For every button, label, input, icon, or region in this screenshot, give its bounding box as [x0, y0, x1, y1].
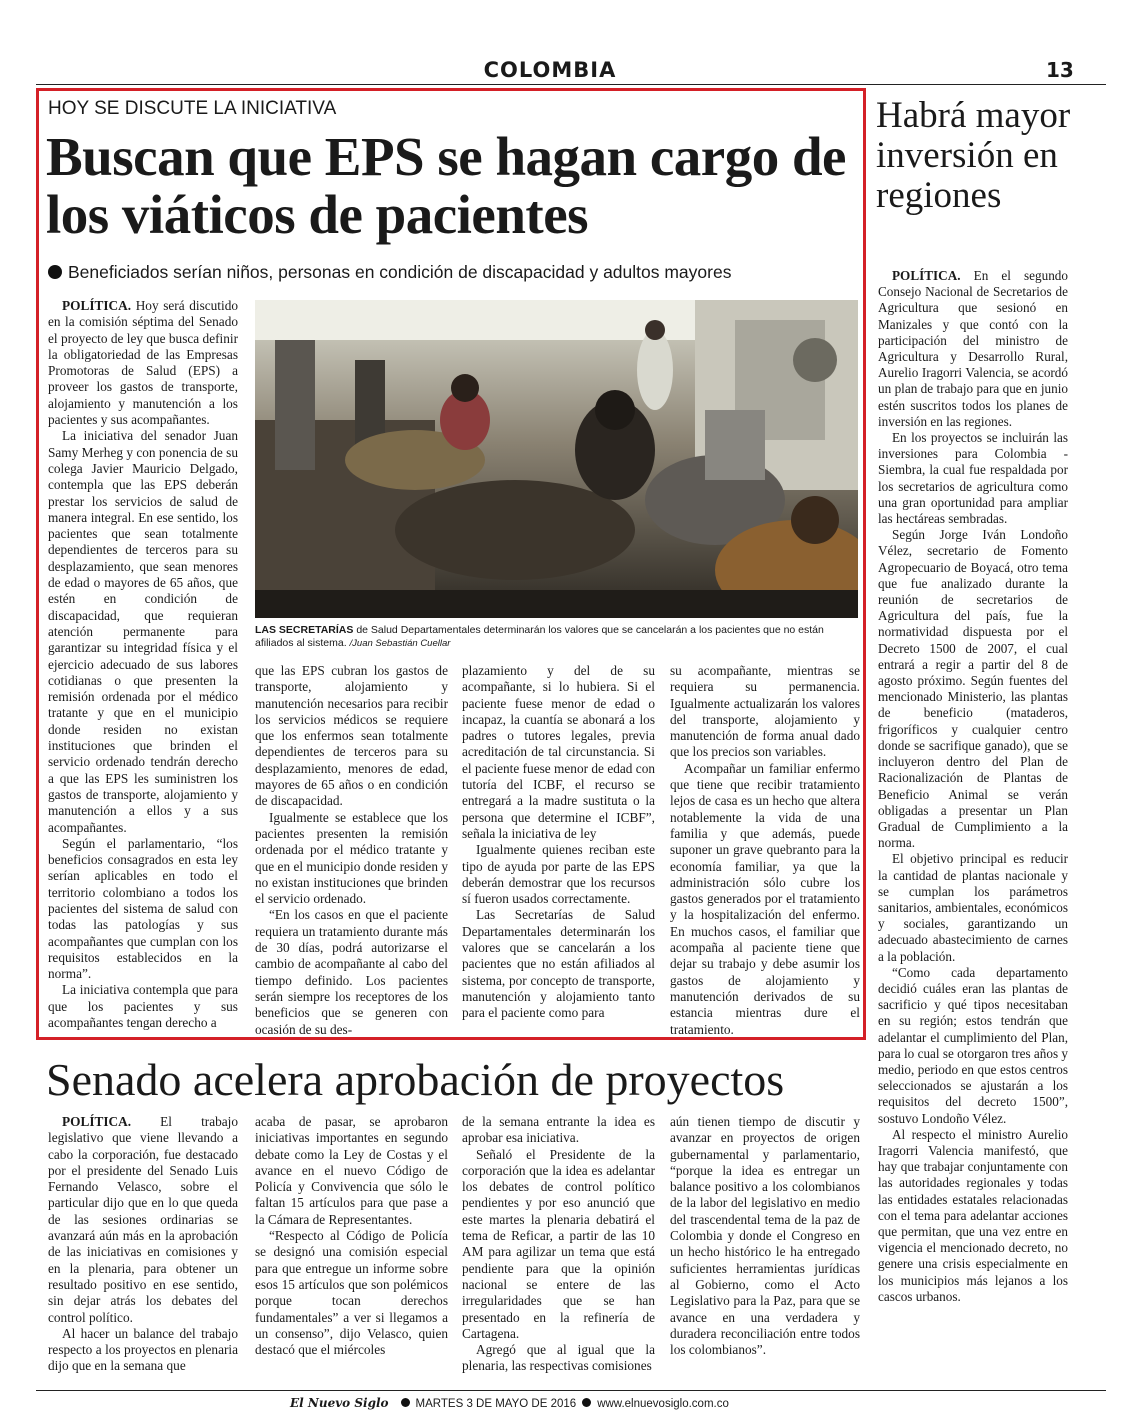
paragraph: “En los casos en que el paciente requiera un tratamiento durante más de 30 días, podrá autorizarse el cambio de acompañante al cabo del tiempo definido. Los pacientes serán siempre los receptores de los beneficios que se generen con ocasión de su des-: [255, 907, 448, 1037]
senado-column-1: [48, 1114, 238, 1375]
paragraph: Según el parlamentario, “los beneficios consagrados en esta ley serían aplicables en todo el territorio colombiano a todos los pacientes del sistema de salud con todas las patologías y sus acompañantes que cumplan con los requisitos establecidos en la norma”.: [48, 835, 238, 982]
caption-text: de Salud Departamentales determinarán los valores que se cancelarán a los pacientes que no están afiliados al sistema.: [255, 624, 824, 649]
paragraph: Las Secretarías de Salud Departamentales determinarán los valores que se cancelarán a los pacientes que no están afiliados al sistema, por concepto de transporte, manutención y alojamiento tanto para el paciente como para: [462, 907, 655, 1021]
paragraph: En el segundo Consejo Nacional de Secretarios de Agricultura que sesionó en Manizales y que contó con la participación del ministro de Agricultura y Desarrollo Rural, Aurelio Iragorri Valencia, se acordó un plan de trabajo para que en junio estén suscritos todos los planes de inversión en las regiones.: [878, 268, 1068, 429]
section-name: COLOMBIA: [483, 58, 617, 82]
paragraph: acaba de pasar, se aprobaron iniciativas importantes en segundo debate como la Ley de Costas y el avance en el nuevo Código de Policía y Convivencia que sólo le faltan 15 artículos para que pase a la Cámara de Representantes.: [255, 1114, 448, 1227]
subhead-text: Beneficiados serían niños, personas en condición de discapacidad y adultos mayores: [68, 262, 732, 282]
footer-rule: [36, 1390, 1106, 1391]
page-footer: [290, 1396, 850, 1410]
paragraph: “Respecto al Código de Policía se designó una comisión especial para que entregue un informe sobre esos 15 artículos que son polémicos porque tocan derechos fundamentales” a ver si llegamos a un consenso”, dijo Velasco, quien destacó que el miércoles: [255, 1228, 448, 1358]
senado-headline: Senado acelera aprobación de proyectos: [46, 1054, 785, 1105]
bullet-icon: [401, 1398, 410, 1407]
paragraph: que las EPS cubran los gastos de transporte, alojamiento y manutención necesarios para recibir los servicios médicos se requiere que los enfermos sean totalmente dependientes de terceros para su desplazamiento, menores de edad, mayores de 65 años o en condición de discapacidad.: [255, 663, 448, 809]
article-column-3: [462, 663, 655, 1022]
senado-column-2: [255, 1114, 448, 1358]
article-column-4: [670, 663, 860, 1038]
paragraph: En los proyectos se incluirán las inversiones para Colombia - Siembra, la cual fue respaldada por los secretarios de agricultura como una gran oportunidad para ampliar las hectáreas sembradas.: [878, 430, 1068, 527]
paragraph: El objetivo principal es reducir la cantidad de plantas nacionale y se cumplan los parámetros sanitarios, ambientales, económicos y sociales, garantizando un adecuado abastecimiento de carnes a la población.: [878, 851, 1068, 964]
paragraph: Igualmente se establece que los pacientes presenten la remisión ordenada por el médico tratante y que en el municipio donde residen y no existan instituciones que brinden el servicio ordenado.: [255, 809, 448, 907]
paragraph: de la semana entrante la idea es aprobar esa iniciativa.: [462, 1114, 655, 1146]
paragraph: su acompañante, mientras se requiera su permanencia. Igualmente actualizarán los valores del transporte, alojamiento y manutención de forma anual dado que los precios son variables.: [670, 663, 860, 760]
dateline-tag: POLÍTICA.: [62, 298, 132, 313]
page-number: 13: [1046, 58, 1074, 82]
paragraph: Hoy será discutido en la comisión séptima del Senado el proyecto de ley que busca definir la obligatoriedad de las Empresas Promotoras de Salud (EPS) a proveer los gastos de transporte, alojamiento y manutención a los pacientes y sus acompañantes.: [48, 298, 238, 428]
dateline-tag: POLÍTICA.: [62, 1114, 132, 1129]
article-column-2: [255, 663, 448, 1038]
hospital-photo: [255, 300, 858, 618]
paragraph: aún tienen tiempo de discutir y avanzar en proyectos de origen gubernamental y parlamentario, “porque la idea es entregar un balance positivo a los colombianos de la labor del legislativo en medio del trascendental tema de la paz de Colombia y donde el Congreso en un hecho histórico le ha entregado suficientes herramientas jurídicas al Gobierno, como el Acto Legislativo para la Paz, para que se avance en una verdadera y duradera reconciliación entre todos los colombianos”.: [670, 1114, 860, 1358]
hospital-photo-image: [255, 300, 858, 618]
paragraph: Igualmente quienes reciban este tipo de ayuda por parte de las EPS deberán demostrar que los recursos sí fueron usados correctamente.: [462, 842, 655, 907]
side-article-body: [878, 268, 1068, 1305]
caption-lead: LAS SECRETARÍAS: [255, 624, 354, 636]
paragraph: El trabajo legislativo que viene llevando a cabo la corporación, fue destacado por el presidente del Senado Luis Fernando Velasco, sobre el particular dijo que en lo que queda de las sesiones ordinarias se avanzará aún más en la aprobación de las iniciativas en comisiones y en la plenaria, para obtener un resultado positivo en ese sentido, sin dejar atrás los debates del control político.: [48, 1114, 238, 1325]
paragraph: “Como cada departamento decidió cuáles eran las plantas de sacrificio y qué tipos necesitaban en su región; estos tendrán que adelantar el cumplimiento del Plan, para lo cual se otorgaron tres años y medio, periodo en que estos centros seleccionados se ajustarán a los requisitos del decreto 1500”, sostuvo Londoño Vélez.: [878, 964, 1068, 1126]
bullet-icon: [582, 1398, 591, 1407]
paragraph: plazamiento y del de su acompañante, si lo hubiera. Si el paciente fuese menor de edad o incapaz, la cuantía se abonará a los padres o tutores legales, previa acreditación de tal circunstancia. Si el paciente fuese menor de edad con tutoría del ICBF, el recurso se entregará a la madre sustituta o la persona que determine el ICBF”, señala la iniciativa de ley: [462, 663, 655, 841]
footer-url[interactable]: www.elnuevosiglo.com.co: [597, 1398, 729, 1410]
paragraph: Acompañar un familiar enfermo que tiene que recibir tratamiento lejos de casa es un hecho que altera notablemente la vida de una familia y que además, puede suponer un grave quebranto para la economía familiar, ya que la administración sólo cubre los gastos generados por el tratamiento y la hospitalización del enfermo. En muchos casos, el familiar que acompaña al paciente tiene que dejar su trabajo y debe asumir los gastos de alojamiento y manutención derivados de su estancia mientras dure el tratamiento.: [670, 760, 860, 1037]
bullet-icon: [48, 265, 62, 279]
photo-credit: /Juan Sebastián Cuellar: [349, 638, 451, 649]
photo-caption: [255, 624, 858, 650]
article-kicker: HOY SE DISCUTE LA INICIATIVA: [48, 98, 337, 119]
senado-column-3: [462, 1114, 655, 1375]
paragraph: Agregó que al igual que la plenaria, las respectivas comisiones: [462, 1342, 655, 1374]
header-rule: [36, 84, 1106, 85]
side-article-headline: Habrá mayor inversión en regiones: [876, 95, 1071, 216]
paragraph: Al respecto el ministro Aurelio Iragorri Valencia manifestó, que hay que trabajar conjuntamente con las autoridades regionales y todas las entidades estatales relacionadas con el tema para adelantar acciones que permitan, que una vez entre en vigencia el mencionado decreto, no genere una crisis especialmente en los municipios más lejanos a los cascos urbanos.: [878, 1126, 1068, 1304]
dateline-tag: POLÍTICA.: [892, 268, 961, 283]
article-headline: Buscan que EPS se hagan cargo de los viáticos de pacientes: [46, 126, 846, 245]
senado-column-4: [670, 1114, 860, 1358]
footer-date: MARTES 3 DE MAYO DE 2016: [415, 1398, 577, 1410]
paragraph: La iniciativa contempla que para que los pacientes y sus acompañantes tengan derecho a: [48, 982, 238, 1031]
paragraph: Señaló el Presidente de la corporación que la idea es adelantar los debates de control político pendientes y por eso anunció que este martes la plenaria debatirá el tema de Reficar, a partir de las 10 AM para agilizar un tema que está pendiente para que la opinión nacional se entere de las irregularidades que se han presentado en la refinería de Cartagena.: [462, 1146, 655, 1341]
article-subhead: [48, 262, 858, 283]
newspaper-brand: El Nuevo Siglo: [290, 1396, 389, 1410]
article-column-1: [48, 298, 238, 1031]
paragraph: Según Jorge Iván Londoño Vélez, secretario de Fomento Agropecuario de Boyacá, otro tema que fue analizado durante la reunión de secretarios de Agricultura del país, fue la normatividad dispuesta por el Decreto 1500 de 2007, el cual entrará a regir a partir del 8 de agosto próximo. Según fuentes del mencionado Ministerio, las plantas de beneficio (mataderos, frigoríficos y cualquier centro donde se sacrifique ganado), que se incluyeron dentro del Plan de Racionalización de Plantas de Beneficio Animal se verán obligadas a presentar un Plan Gradual de Cumplimiento a la norma.: [878, 527, 1068, 851]
paragraph: Al hacer un balance del trabajo respecto a los proyectos en plenaria dijo que en la semana que: [48, 1325, 238, 1374]
paragraph: La iniciativa del senador Juan Samy Merheg y con ponencia de su colega Javier Mauricio Delgado, contempla que las EPS deberán prestar los servicios de salud de manera integral. En ese sentido, los pacientes que sean totalmente dependientes de terceros para su desplazamiento, que sean menores de edad o mayores de 65 años, que estén en condición de discapacidad, que requieran atención permanente para garantizar su integridad física y el ejercicio adecuado de sus labores cotidianas o que presenten la remisión ordenada por el médico tratante y que en el municipio donde residen no existan instituciones que brinden el servicio ordenado tendrán derecho a que las EPS les suministren los gastos de transporte, alojamiento y manutención a ellos y a sus acompañantes.: [48, 428, 238, 835]
